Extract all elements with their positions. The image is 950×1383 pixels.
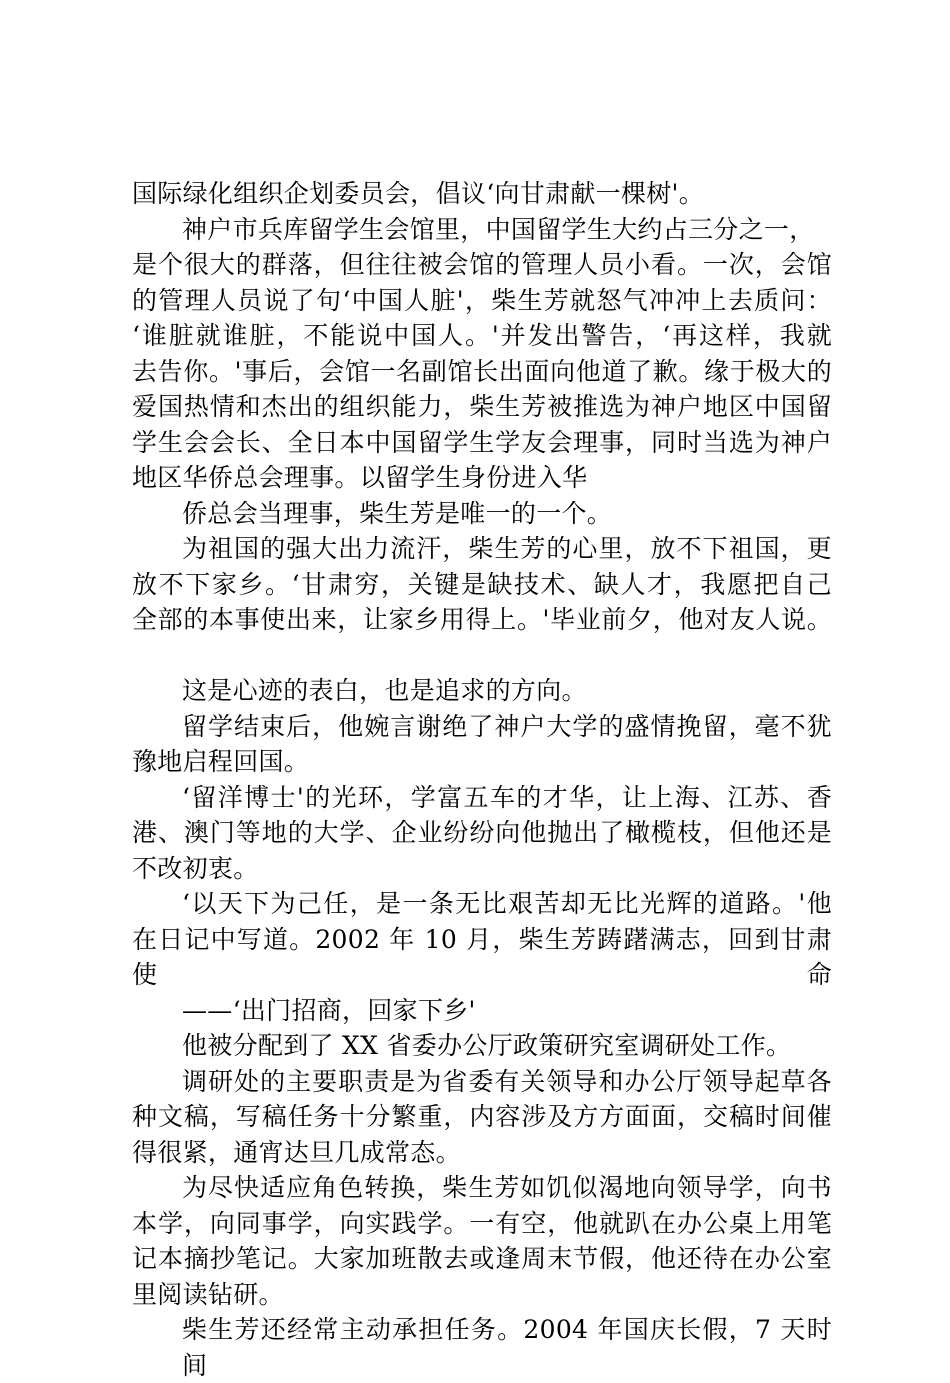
text-line: ‘留洋博士'的光环，学富五车的才华，让上海、江苏、香 (182, 782, 832, 812)
paragraph-gap (132, 638, 832, 674)
text-line: ——‘出门招商，回家下乡' (182, 995, 476, 1025)
text-line: 地区华侨总会理事。以留学生身份进入华 (132, 463, 588, 492)
text-line: 港、澳门等地的大学、企业纷纷向他抛出了橄榄枝，但他还是 (132, 818, 832, 847)
text-line: 是个很大的群落，但往往被会馆的管理人员小看。一次，会馆 (132, 250, 832, 279)
text-line: 本学，向同事学，向实践学。一有空，他就趴在办公桌上用笔 (132, 1208, 832, 1238)
text-line: 豫地启程回国。 (132, 747, 310, 776)
text-line: 为祖国的强大出力流汗，柴生芳的心里，放不下祖国，更 (182, 534, 832, 563)
text-line: 神户市兵库留学生会馆里，中国留学生大约占三分之一， (182, 214, 815, 244)
text-line: 的管理人员说了句‘中国人脏'，柴生芳就怒气冲冲上去质问： (132, 285, 832, 315)
text-line: 学生会会长、全日本中国留学生学友会理事，同时当选为神户 (132, 427, 832, 457)
text-line: 这是心迹的表白，也是追求的方向。 (182, 676, 587, 705)
text-line: 记本摘抄笔记。大家加班散去或逢周末节假，他还待在办公室 (132, 1244, 832, 1273)
text-line: 他被分配到了 XX 省委办公厅政策研究室调研处工作。 (182, 1031, 792, 1060)
text-line: 得很紧，通宵达旦几成常态。 (132, 1137, 461, 1167)
text-line: 里阅读钻研。 (132, 1279, 284, 1309)
text-line: 留学结束后，他婉言谢绝了神户大学的盛情挽留，毫不犹 (182, 711, 832, 741)
text-line: ‘以天下为己任，是一条无比艰苦却无比光辉的道路。'他 (182, 889, 832, 918)
text-line: 不改初衷。 (132, 853, 259, 883)
text-line: 国际绿化组织企划委员会，倡议‘向甘肃献一棵树'。 (132, 179, 705, 208)
text-line: 为尽快适应角色转换，柴生芳如饥似渴地向领导学，向书 (182, 1173, 832, 1202)
text-line: ‘谁脏就谁脏，不能说中国人。'并发出警告，‘再这样，我就 (132, 321, 832, 350)
text-line: 全部的本事使出来，让家乡用得上。'毕业前夕，他对友人说。 (132, 605, 832, 634)
text-line: 柴生芳还经常主动承担任务。2004 年国庆长假，7 天时间 (182, 1315, 832, 1380)
text-line: 爱国热情和杰出的组织能力，柴生芳被推选为神户地区中国留 (132, 392, 832, 421)
text-line: 放不下家乡。‘甘肃穷，关键是缺技术、缺人才，我愿把自己 (132, 569, 832, 599)
body-text (132, 176, 832, 1380)
text-line: 调研处的主要职责是为省委有关领导和办公厅领导起草各 (182, 1066, 832, 1096)
text-line: 种文稿，写稿任务十分繁重，内容涉及方方面面，交稿时间催 (132, 1102, 832, 1131)
text-line: 在日记中写道。2002 年 10 月，柴生芳踌躇满志，回到甘肃使命 (132, 924, 832, 989)
text-line: 去告你。'事后，会馆一名副馆长出面向他道了歉。缘于极大的 (132, 356, 832, 386)
text-line: 侨总会当理事，柴生芳是唯一的一个。 (182, 498, 613, 528)
